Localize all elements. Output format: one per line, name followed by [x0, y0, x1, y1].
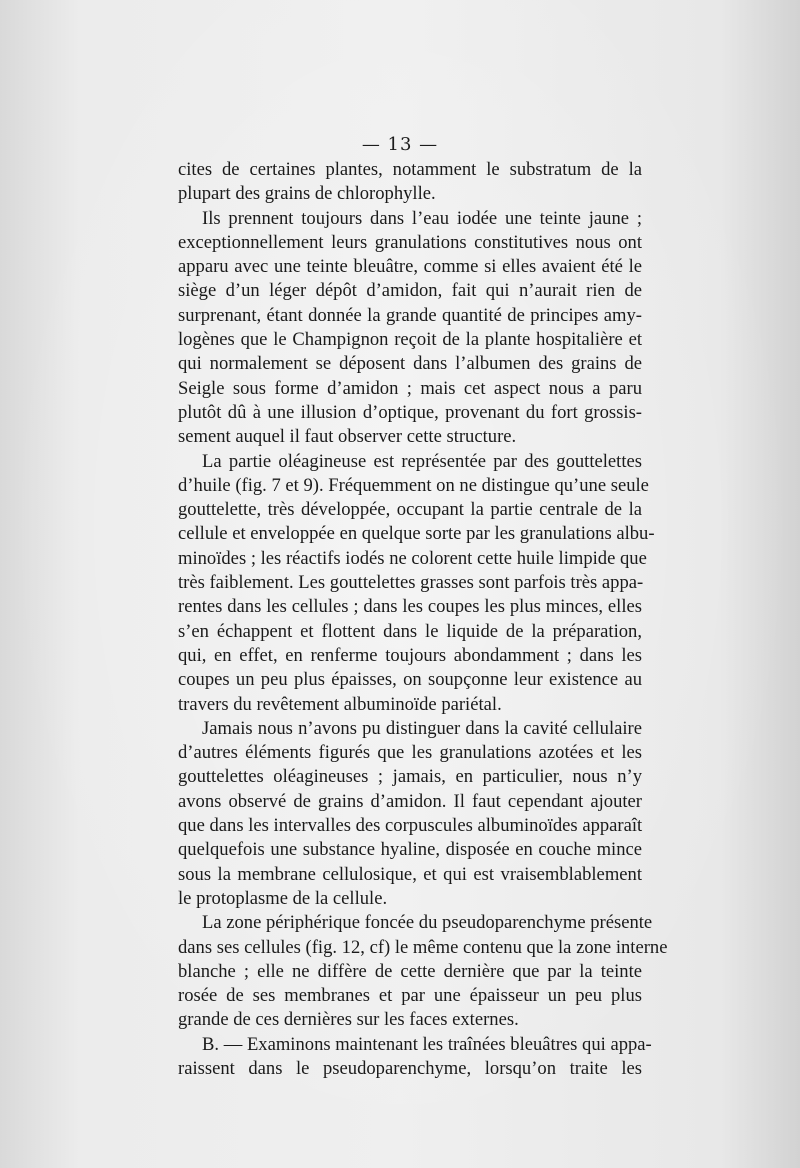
text-line: que dans les intervalles des corpuscules albuminoïdes apparaît [178, 815, 643, 837]
text-line: La partie oléagineuse est représentée par des gouttelettes [202, 450, 642, 472]
text-line: B. — Examinons maintenant les traînées bleuâtres qui appa- [202, 1033, 652, 1055]
text-line: qui, en effet, en renferme toujours abondamment ; dans les [178, 644, 642, 666]
text-line: dans ses cellules (fig. 12, cf) le même contenu que la zone interne [178, 936, 668, 958]
text-line: travers du revêtement albuminoïde pariétal. [178, 693, 502, 715]
text-line: plupart des grains de chlorophylle. [178, 183, 436, 205]
text-line: siège d’un léger dépôt d’amidon, fait qui n’aurait rien de [178, 280, 642, 302]
text-line: gouttelettes oléagineuses ; jamais, en particulier, nous n’y [178, 766, 642, 788]
text-line: sous la membrane cellulosique, et qui est vraisemblablement [178, 863, 642, 885]
text-line: s’en échappent et flottent dans le liquide de la préparation, [178, 620, 642, 642]
text-line: d’huile (fig. 7 et 9). Fréquemment on ne distingue qu’une seule [178, 474, 649, 496]
text-line: raissent dans le pseudoparenchyme, lorsqu’on traite les [178, 1057, 642, 1079]
text-line: logènes que le Champignon reçoit de la plante hospitalière et [178, 329, 642, 351]
text-line: blanche ; elle ne diffère de cette dernière que par la teinte [178, 960, 642, 982]
text-line: gouttelette, très développée, occupant la partie centrale de la [178, 499, 642, 521]
text-line: plutôt dû à une illusion d’optique, provenant du fort grossis- [178, 401, 642, 423]
text-line: Ils prennent toujours dans l’eau iodée une teinte jaune ; [202, 207, 642, 229]
text-line: coupes un peu plus épaisses, on soupçonne leur existence au [178, 669, 642, 691]
text-line: cellule et enveloppée en quelque sorte par les granulations albu- [178, 523, 655, 545]
text-line: apparu avec une teinte bleuâtre, comme si elles avaient été le [178, 256, 642, 278]
text-line: le protoplasme de la cellule. [178, 887, 388, 909]
text-line: exceptionnellement leurs granulations constitutives nous ont [178, 231, 642, 253]
text-line: sement auquel il faut observer cette structure. [178, 426, 517, 448]
text-line: d’autres éléments figurés que les granulations azotées et les [178, 742, 642, 764]
text-line: Seigle sous forme d’amidon ; mais cet aspect nous a paru [178, 377, 642, 399]
body-text [178, 158, 668, 1081]
text-line: Jamais nous n’avons pu distinguer dans la cavité cellulaire [202, 717, 642, 739]
text-line: surprenant, étant donnée la grande quantité de principes amy- [178, 304, 642, 326]
text-line: rentes dans les cellules ; dans les coupes les plus minces, elles [178, 596, 642, 618]
text-line: qui normalement se déposent dans l’albumen des grains de [178, 353, 642, 375]
text-line: quelquefois une substance hyaline, disposée en couche mince [178, 839, 642, 861]
text-line: cites de certaines plantes, notamment le substratum de la [178, 159, 642, 180]
text-line: La zone périphérique foncée du pseudoparenchyme présente [202, 912, 653, 934]
text-line: très faiblement. Les gouttelettes grasses sont parfois très appa- [178, 572, 644, 594]
text-line: grande de ces dernières sur les faces externes. [178, 1009, 519, 1031]
text-line: rosée de ses membranes et par une épaisseur un peu plus [178, 985, 642, 1007]
text-line: avons observé de grains d’amidon. Il faut cependant ajouter [178, 790, 642, 812]
text-line: minoïdes ; les réactifs iodés ne colorent cette huile limpide que [178, 547, 647, 569]
page-number: — 13 — [361, 134, 439, 155]
